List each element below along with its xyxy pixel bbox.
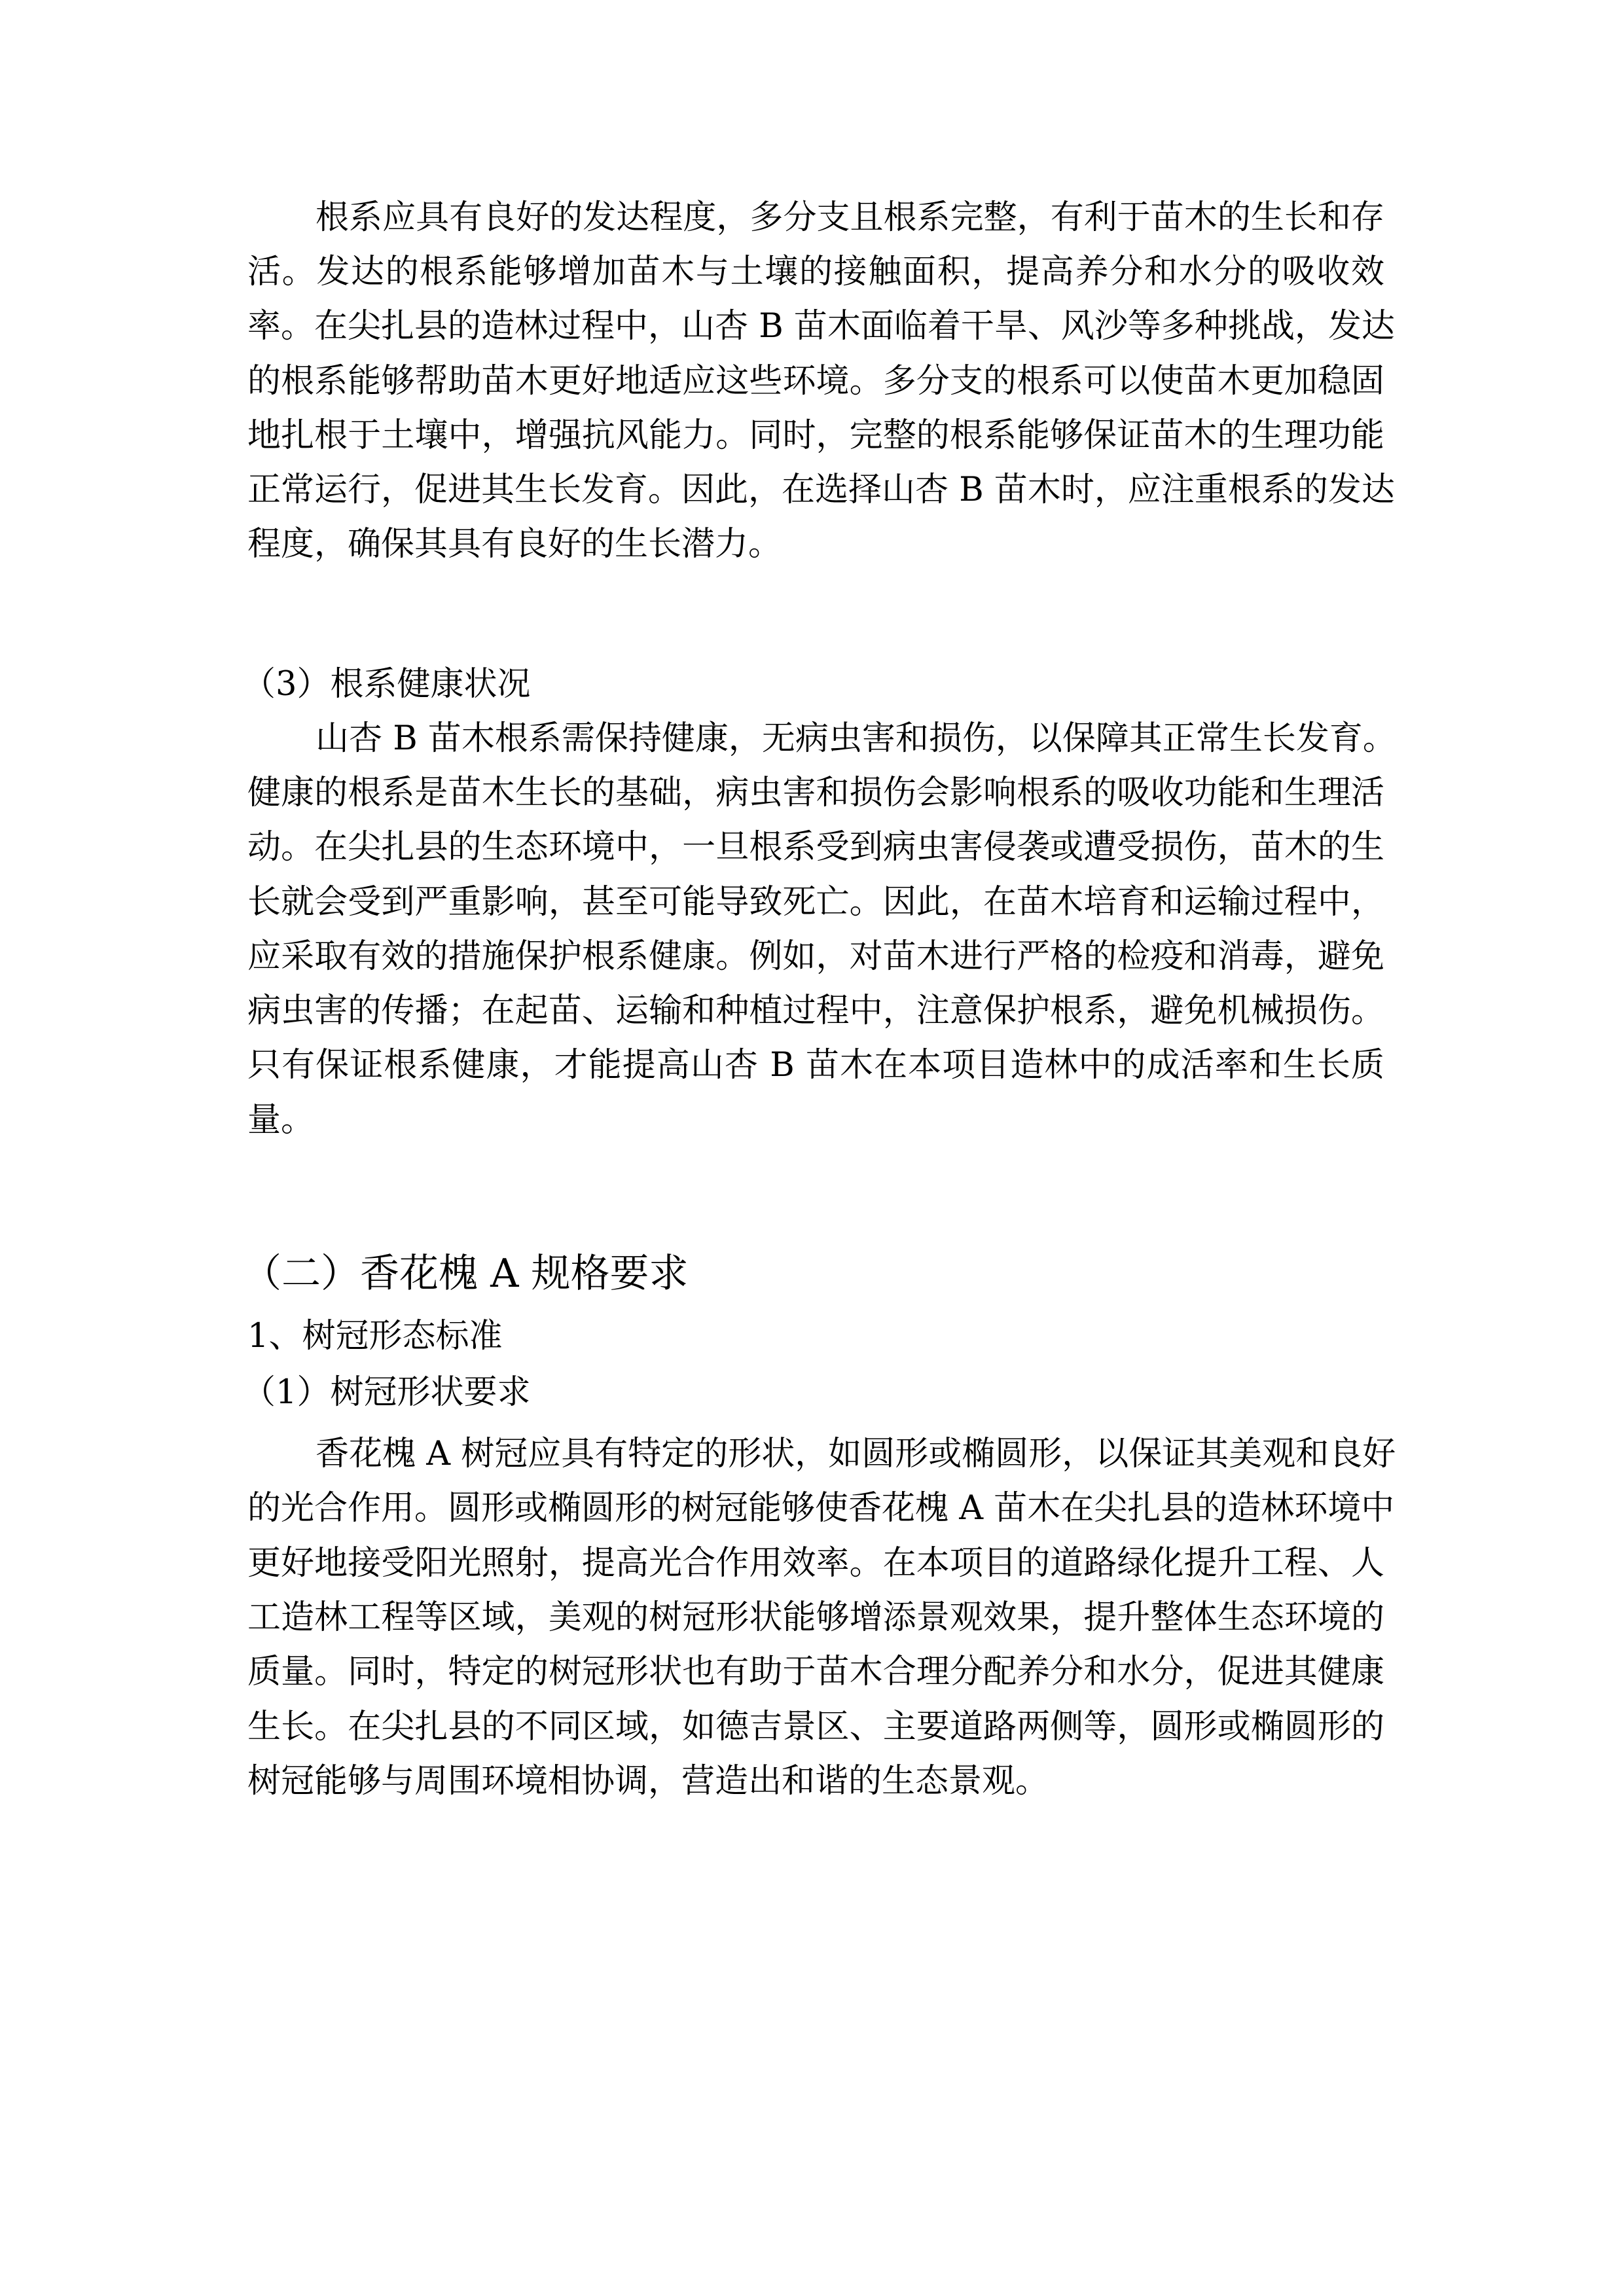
text-line: 工造林工程等区域，美观的树冠形状能够增添景观效果，提升整体生态环境的	[247, 1598, 1384, 1637]
text-line: 正常运行，促进其生长发育。因此，在选择山杏 B 苗木时，应注重根系的发达	[247, 471, 1395, 509]
sub-subsection-heading: （1）树冠形状要求	[242, 1373, 531, 1412]
text-line: 山杏 B 苗木根系需保持健康，无病虫害和损伤，以保障其正常生长发育。	[316, 719, 1396, 758]
text-line: 地扎根于土壤中，增强抗风能力。同时，完整的根系能够保证苗木的生理功能	[247, 416, 1384, 455]
text-line: 健康的根系是苗木生长的基础，病虫害和损伤会影响根系的吸收功能和生理活	[247, 774, 1384, 812]
text-line: 长就会受到严重影响，甚至可能导致死亡。因此，在苗木培育和运输过程中，	[247, 883, 1384, 922]
text-line: 程度，确保其具有良好的生长潜力。	[247, 525, 782, 564]
text-line: 根系应具有良好的发达程度，多分支且根系完整，有利于苗木的生长和存	[316, 198, 1384, 237]
section-heading: （二）香花槐 A 规格要求	[242, 1251, 689, 1297]
text-line: 动。在尖扎县的生态环境中，一旦根系受到病虫害侵袭或遭受损伤，苗木的生	[247, 828, 1384, 867]
text-line: 的根系能够帮助苗木更好地适应这些环境。多分支的根系可以使苗木更加稳固	[247, 362, 1384, 401]
text-line: 病虫害的传播；在起苗、运输和种植过程中，注意保护根系，避免机械损伤。	[247, 992, 1384, 1030]
text-line: 的光合作用。圆形或椭圆形的树冠能够使香花槐 A 苗木在尖扎县的造林环境中	[247, 1489, 1395, 1528]
text-line: 只有保证根系健康，才能提高山杏 B 苗木在本项目造林中的成活率和生长质	[247, 1046, 1384, 1085]
heading-root-health: （3）根系健康状况	[242, 665, 531, 704]
text-line: 生长。在尖扎县的不同区域，如德吉景区、主要道路两侧等，圆形或椭圆形的	[247, 1708, 1384, 1746]
subsection-heading: 1、树冠形态标准	[247, 1317, 503, 1355]
text-line: 香花槐 A 树冠应具有特定的形状，如圆形或椭圆形，以保证其美观和良好	[316, 1435, 1396, 1473]
text-line: 量。	[247, 1101, 315, 1139]
text-line: 更好地接受阳光照射，提高光合作用效率。在本项目的道路绿化提升工程、人	[247, 1544, 1384, 1583]
text-line: 活。发达的根系能够增加苗木与土壤的接触面积，提高养分和水分的吸收效	[247, 253, 1384, 291]
text-line: 质量。同时，特定的树冠形状也有助于苗木合理分配养分和水分，促进其健康	[247, 1653, 1384, 1691]
text-line: 树冠能够与周围环境相协调，营造出和谐的生态景观。	[247, 1762, 1049, 1801]
text-line: 率。在尖扎县的造林过程中，山杏 B 苗木面临着干旱、风沙等多种挑战，发达	[247, 307, 1395, 346]
text-line: 应采取有效的措施保护根系健康。例如，对苗木进行严格的检疫和消毒，避免	[247, 937, 1384, 976]
